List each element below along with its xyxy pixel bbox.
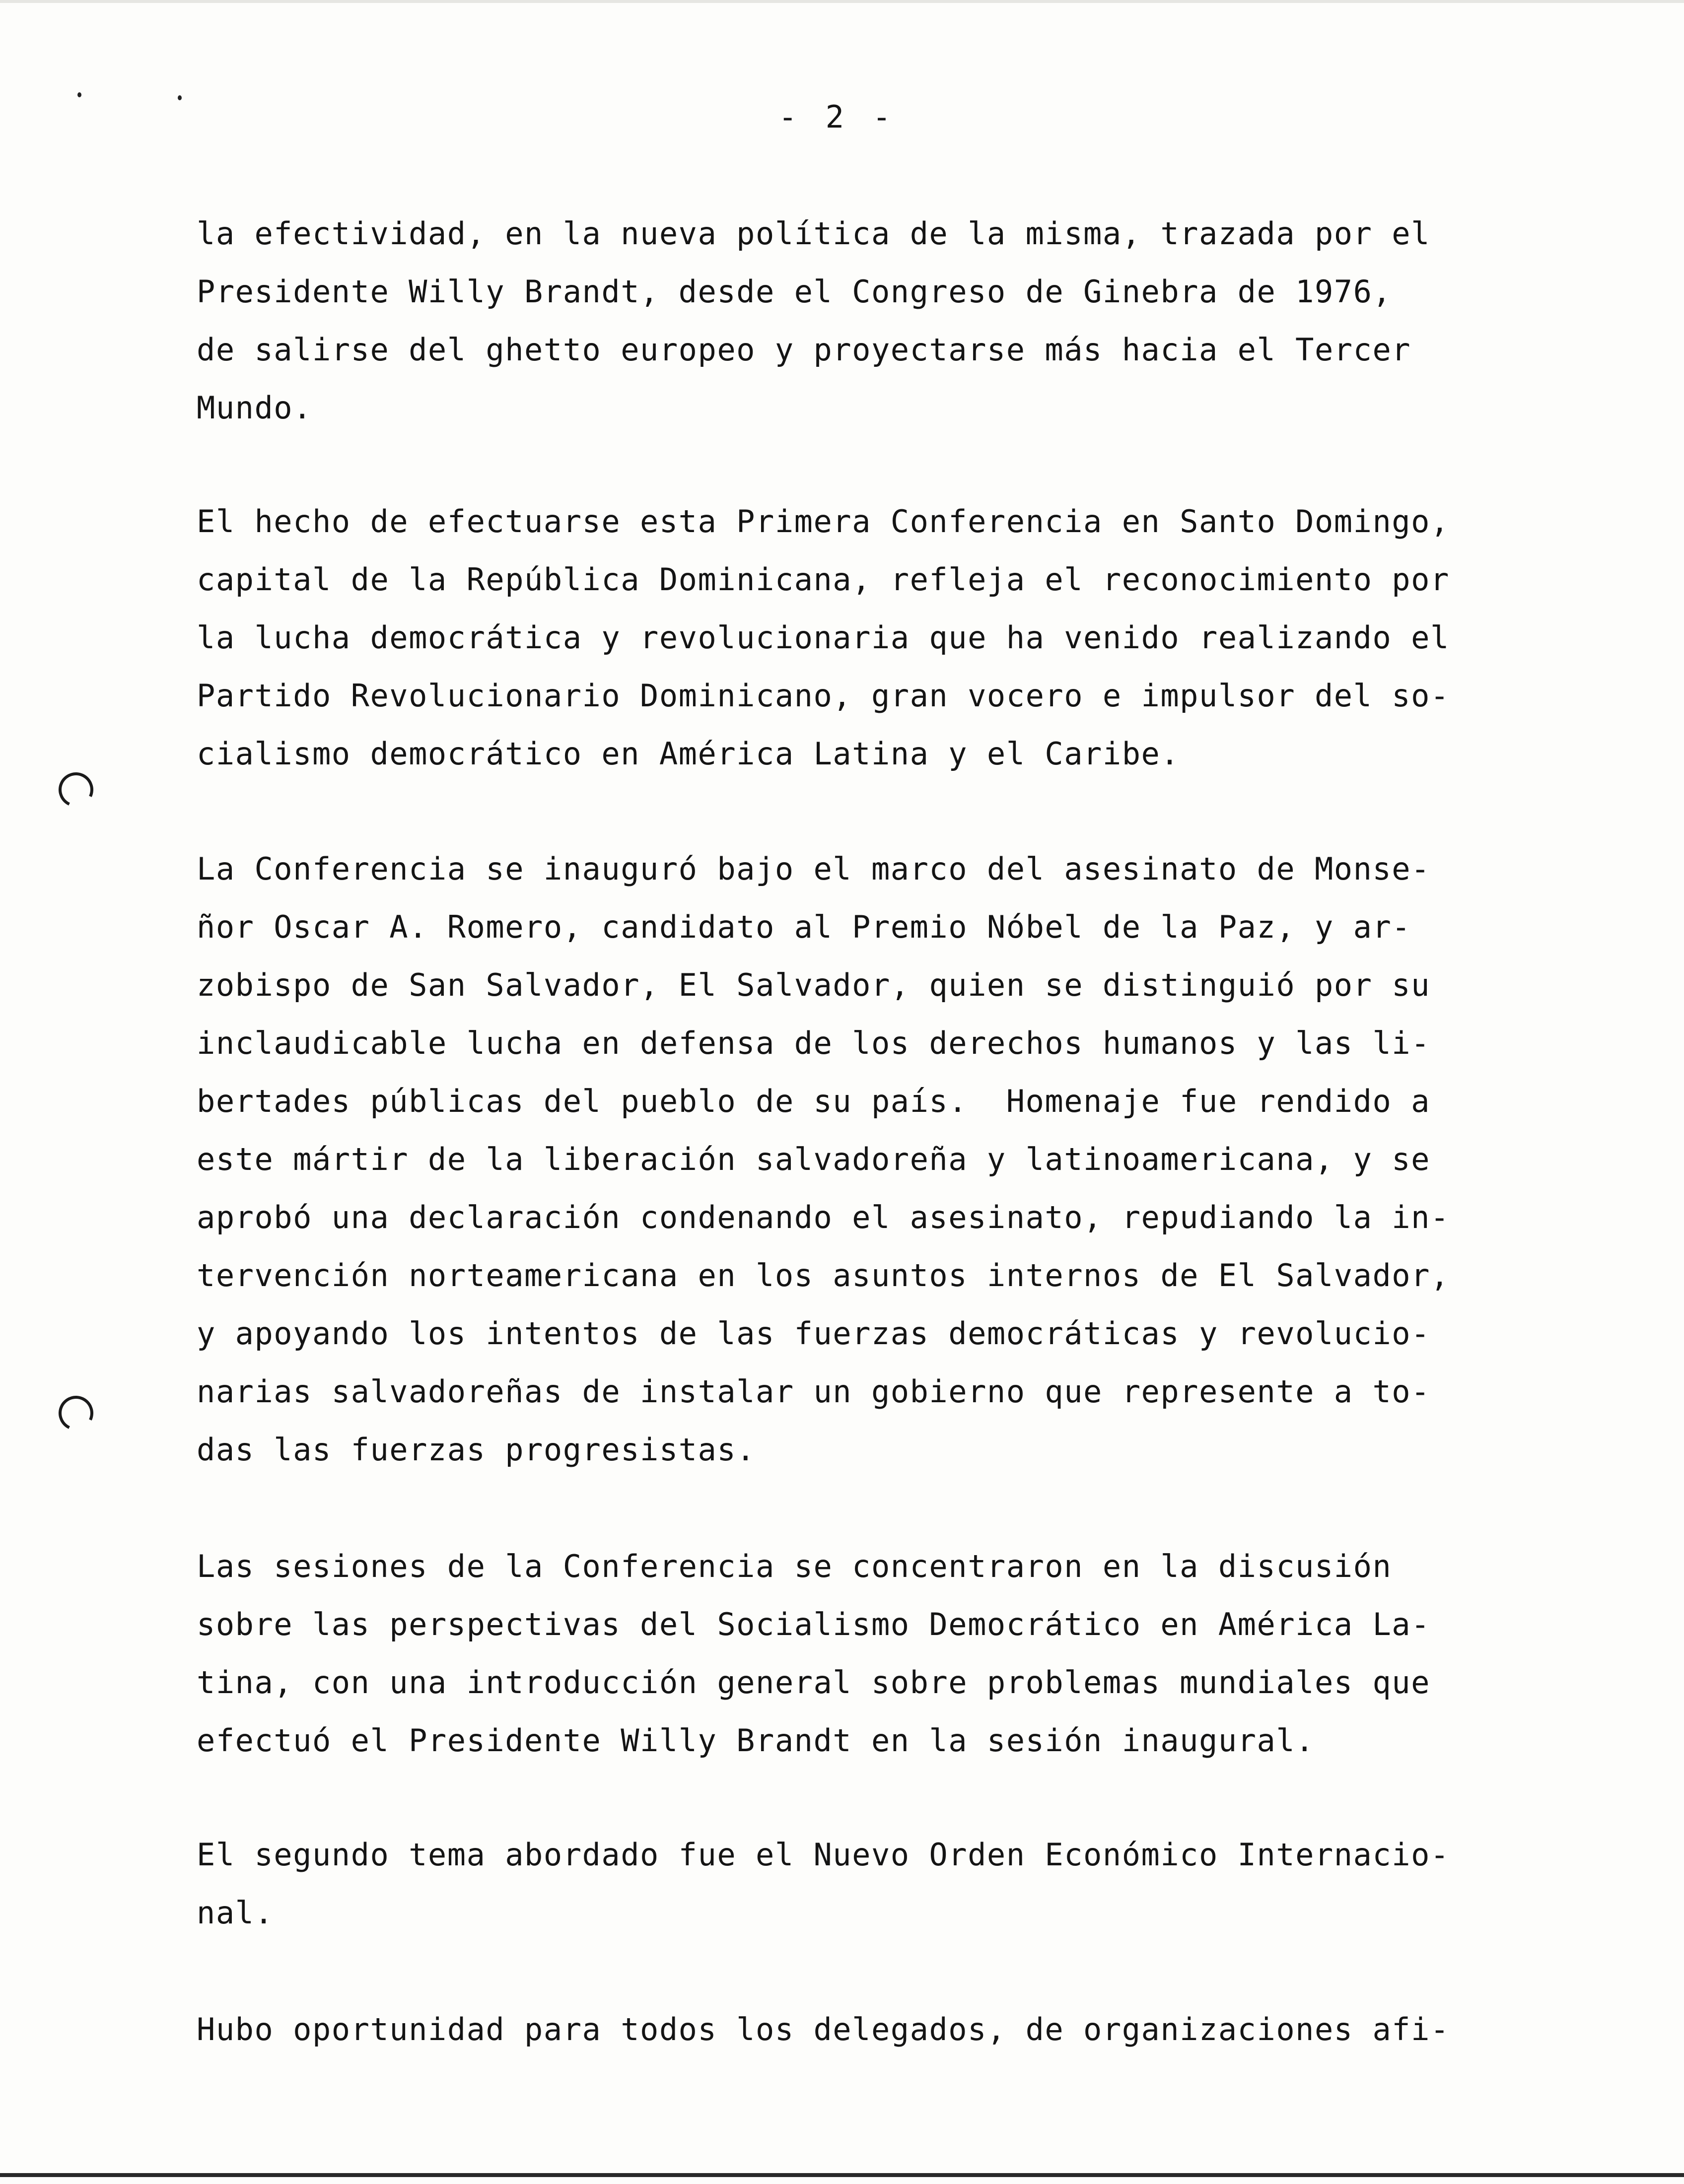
text-line: Mundo. xyxy=(197,390,312,426)
paragraph-santo-domingo xyxy=(197,492,1450,783)
text-line: Partido Revolucionario Dominicano, gran vocero e impulsor del so- xyxy=(197,678,1450,714)
page-number: - 2 - xyxy=(778,99,896,135)
punch-hole-icon xyxy=(54,767,98,812)
text-line: tervención norteamericana en los asuntos internos de El Salvador, xyxy=(197,1257,1450,1294)
text-line: de salirse del ghetto europeo y proyectarse más hacia el Tercer xyxy=(197,332,1411,368)
text-line: das las fuerzas progresistas. xyxy=(197,1432,756,1468)
text-line: tina, con una introducción general sobre problemas mundiales que xyxy=(197,1664,1430,1701)
text-line: Hubo oportunidad para todos los delegados, de organizaciones afi- xyxy=(197,2011,1450,2048)
text-line: El hecho de efectuarse esta Primera Conferencia en Santo Domingo, xyxy=(197,503,1450,540)
paragraph-romero xyxy=(197,840,1450,1479)
scan-speck xyxy=(178,95,182,100)
text-line: aprobó una declaración condenando el asesinato, repudiando la in- xyxy=(197,1199,1450,1235)
text-line: la lucha democrática y revolucionaria que ha venido realizando el xyxy=(197,619,1450,656)
text-line: zobispo de San Salvador, El Salvador, quien se distinguió por su xyxy=(197,967,1430,1003)
text-line: Las sesiones de la Conferencia se concentraron en la discusión xyxy=(197,1548,1392,1584)
text-line: ñor Oscar A. Romero, candidato al Premio Nóbel de la Paz, y ar- xyxy=(197,909,1411,945)
text-line: y apoyando los intentos de las fuerzas democráticas y revolucio- xyxy=(197,1315,1430,1352)
punch-hole-icon xyxy=(54,1391,98,1435)
text-line: cialismo democrático en América Latina y el Caribe. xyxy=(197,736,1180,772)
text-line: efectuó el Presidente Willy Brandt en la sesión inaugural. xyxy=(197,1722,1315,1759)
paragraph-brandt-policy xyxy=(197,205,1430,437)
text-line: El segundo tema abordado fue el Nuevo Orden Económico Internacio- xyxy=(197,1837,1450,1873)
text-line: nal. xyxy=(197,1895,274,1931)
text-line: capital de la República Dominicana, refleja el reconocimiento por xyxy=(197,561,1450,598)
paragraph-sessions xyxy=(197,1537,1430,1770)
text-line: narias salvadoreñas de instalar un gobierno que represente a to- xyxy=(197,1373,1430,1410)
text-line: Presidente Willy Brandt, desde el Congreso de Ginebra de 1976, xyxy=(197,273,1392,310)
paragraph-delegates xyxy=(197,2000,1450,2058)
text-line: inclaudicable lucha en defensa de los derechos humanos y las li- xyxy=(197,1025,1430,1061)
text-line: sobre las perspectivas del Socialismo Democrático en América La- xyxy=(197,1606,1430,1642)
text-line: La Conferencia se inauguró bajo el marco del asesinato de Monse- xyxy=(197,851,1430,887)
text-line: bertades públicas del pueblo de su país. Homenaje fue rendido a xyxy=(197,1083,1430,1119)
scan-bottom-edge xyxy=(0,2173,1684,2177)
paragraph-second-topic xyxy=(197,1826,1450,1942)
text-line: este mártir de la liberación salvadoreña y latinoamericana, y se xyxy=(197,1141,1430,1177)
text-line: la efectividad, en la nueva política de la misma, trazada por el xyxy=(197,215,1430,252)
scan-top-edge xyxy=(0,0,1684,3)
scan-speck xyxy=(77,92,81,97)
